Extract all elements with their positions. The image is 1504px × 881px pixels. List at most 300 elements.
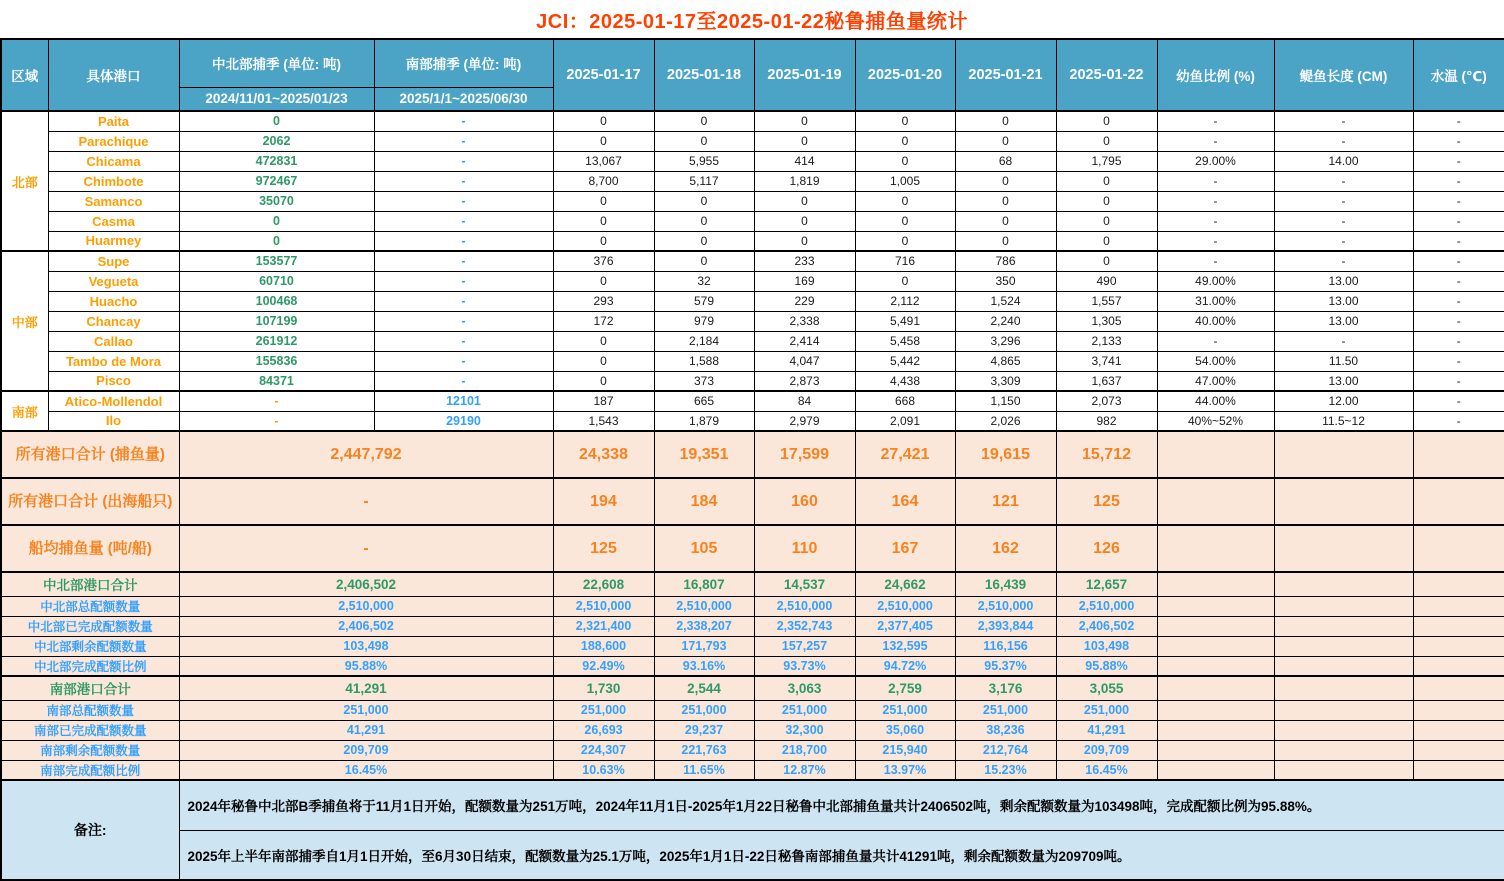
empty-cell	[1157, 431, 1274, 478]
daily-catch: 2,026	[955, 411, 1056, 431]
col-header-region: 区域	[1, 39, 48, 111]
daily-catch: 293	[553, 291, 654, 311]
total-daily-value: 194	[553, 478, 654, 525]
daily-catch: 1,637	[1056, 371, 1157, 391]
quota-row-label: 中北部总配额数量	[1, 596, 179, 616]
quota-daily-value: 116,156	[955, 636, 1056, 656]
total-row-label: 所有港口合计 (出海船只)	[1, 478, 179, 525]
quota-row-value: 103,498	[179, 636, 553, 656]
quota-row-value: 209,709	[179, 740, 553, 760]
quota-daily-value: 95.37%	[955, 656, 1056, 676]
total-daily-value: 17,599	[754, 431, 855, 478]
empty-cell	[1274, 656, 1413, 676]
daily-catch: 4,047	[754, 351, 855, 371]
total-daily-value: 121	[955, 478, 1056, 525]
anchovy-length: -	[1274, 231, 1413, 251]
south-season-total: -	[374, 271, 553, 291]
quota-row-value: 2,510,000	[179, 596, 553, 616]
daily-catch: 1,005	[855, 171, 955, 191]
daily-catch: 0	[654, 251, 754, 271]
anchovy-length: -	[1274, 111, 1413, 131]
daily-catch: 0	[553, 231, 654, 251]
water-temp: -	[1413, 271, 1504, 291]
daily-catch: 0	[553, 271, 654, 291]
daily-catch: 4,438	[855, 371, 955, 391]
port-name: Samanco	[48, 191, 179, 211]
south-season-total: -	[374, 171, 553, 191]
total-daily-value: 105	[654, 525, 754, 572]
north-season-total: 0	[179, 231, 374, 251]
water-temp: -	[1413, 411, 1504, 431]
south-season-total: -	[374, 231, 553, 251]
quota-daily-value: 10.63%	[553, 760, 654, 780]
daily-catch: 1,543	[553, 411, 654, 431]
total-season-value: -	[179, 525, 553, 572]
quota-daily-value: 212,764	[955, 740, 1056, 760]
north-season-total: 972467	[179, 171, 374, 191]
quota-row-value: 2,406,502	[179, 616, 553, 636]
daily-catch: 3,741	[1056, 351, 1157, 371]
daily-catch: 172	[553, 311, 654, 331]
daily-catch: 0	[1056, 231, 1157, 251]
juvenile-ratio: -	[1157, 211, 1274, 231]
daily-catch: 373	[654, 371, 754, 391]
empty-cell	[1157, 676, 1274, 700]
quota-daily-value: 2,510,000	[754, 596, 855, 616]
empty-cell	[1413, 616, 1504, 636]
quota-daily-value: 2,352,743	[754, 616, 855, 636]
empty-cell	[1274, 720, 1413, 740]
total-daily-value: 160	[754, 478, 855, 525]
juvenile-ratio: -	[1157, 331, 1274, 351]
total-daily-value: 27,421	[855, 431, 955, 478]
juvenile-ratio: 29.00%	[1157, 151, 1274, 171]
quota-section-daily-total: 3,176	[955, 676, 1056, 700]
south-season-total: -	[374, 371, 553, 391]
south-season-total: -	[374, 111, 553, 131]
port-name: Vegueta	[48, 271, 179, 291]
quota-daily-value: 13.97%	[855, 760, 955, 780]
note-line: 2025年上半年南部捕季自1月1日开始，至6月30日结束，配额数量为25.1万吨，2025年1月1日-22日秘鲁南部捕鱼量共计41291吨，剩余配额数量为209709吨。	[179, 830, 1504, 880]
quota-section-daily-total: 1,730	[553, 676, 654, 700]
quota-daily-value: 251,000	[754, 700, 855, 720]
quota-section-daily-total: 12,657	[1056, 572, 1157, 596]
daily-catch: 982	[1056, 411, 1157, 431]
south-season-total: -	[374, 151, 553, 171]
quota-row-label: 南部总配额数量	[1, 700, 179, 720]
daily-catch: 414	[754, 151, 855, 171]
juvenile-ratio: -	[1157, 231, 1274, 251]
daily-catch: 1,879	[654, 411, 754, 431]
note-line: 2024年秘鲁中北部B季捕鱼将于11月1日开始，配额数量为251万吨，2024年11月1日-2025年1月22日秘鲁中北部捕鱼量共计2406502吨，剩余配额数量为103498吨，完成配额比例为95.88%。	[179, 780, 1504, 830]
north-season-total: 2062	[179, 131, 374, 151]
daily-catch: 0	[654, 131, 754, 151]
quota-section-daily-total: 2,759	[855, 676, 955, 700]
port-name: Supe	[48, 251, 179, 271]
daily-catch: 0	[553, 191, 654, 211]
south-season-total: -	[374, 251, 553, 271]
daily-catch: 84	[754, 391, 855, 411]
quota-daily-value: 251,000	[553, 700, 654, 720]
quota-daily-value: 38,236	[955, 720, 1056, 740]
north-season-total: 153577	[179, 251, 374, 271]
quota-daily-value: 2,510,000	[955, 596, 1056, 616]
col-header-date-1: 2025-01-17	[553, 39, 654, 111]
total-daily-value: 125	[553, 525, 654, 572]
quota-section-daily-total: 3,055	[1056, 676, 1157, 700]
quota-row-value: 16.45%	[179, 760, 553, 780]
port-name: Ilo	[48, 411, 179, 431]
juvenile-ratio: -	[1157, 171, 1274, 191]
daily-catch: 2,073	[1056, 391, 1157, 411]
quota-daily-value: 41,291	[1056, 720, 1157, 740]
empty-cell	[1413, 478, 1504, 525]
empty-cell	[1413, 572, 1504, 596]
daily-catch: 2,414	[754, 331, 855, 351]
col-header-date-5: 2025-01-21	[955, 39, 1056, 111]
juvenile-ratio: 31.00%	[1157, 291, 1274, 311]
daily-catch: 0	[754, 191, 855, 211]
notes-label: 备注:	[1, 780, 179, 880]
daily-catch: 0	[553, 371, 654, 391]
quota-daily-value: 103,498	[1056, 636, 1157, 656]
daily-catch: 0	[553, 351, 654, 371]
daily-catch: 668	[855, 391, 955, 411]
col-header-date-6: 2025-01-22	[1056, 39, 1157, 111]
juvenile-ratio: 54.00%	[1157, 351, 1274, 371]
daily-catch: 1,557	[1056, 291, 1157, 311]
anchovy-length: 14.00	[1274, 151, 1413, 171]
quota-row-label: 南部剩余配额数量	[1, 740, 179, 760]
quota-section-daily-total: 22,608	[553, 572, 654, 596]
daily-catch: 0	[855, 231, 955, 251]
juvenile-ratio: 49.00%	[1157, 271, 1274, 291]
daily-catch: 979	[654, 311, 754, 331]
south-season-total: -	[374, 291, 553, 311]
quota-daily-value: 29,237	[654, 720, 754, 740]
daily-catch: 0	[855, 111, 955, 131]
daily-catch: 5,458	[855, 331, 955, 351]
region-label: 北部	[1, 111, 48, 251]
quota-daily-value: 224,307	[553, 740, 654, 760]
anchovy-length: -	[1274, 131, 1413, 151]
daily-catch: 350	[955, 271, 1056, 291]
daily-catch: 187	[553, 391, 654, 411]
north-season-total: 60710	[179, 271, 374, 291]
daily-catch: 0	[1056, 111, 1157, 131]
daily-catch: 579	[654, 291, 754, 311]
quota-row-value: 95.88%	[179, 656, 553, 676]
north-season-total: 0	[179, 111, 374, 131]
port-name: Callao	[48, 331, 179, 351]
empty-cell	[1413, 656, 1504, 676]
region-label: 南部	[1, 391, 48, 431]
total-daily-value: 24,338	[553, 431, 654, 478]
empty-cell	[1274, 636, 1413, 656]
daily-catch: 2,240	[955, 311, 1056, 331]
daily-catch: 0	[955, 191, 1056, 211]
daily-catch: 5,955	[654, 151, 754, 171]
daily-catch: 0	[855, 271, 955, 291]
anchovy-length: 13.00	[1274, 271, 1413, 291]
south-season-total: -	[374, 331, 553, 351]
daily-catch: 229	[754, 291, 855, 311]
empty-cell	[1157, 616, 1274, 636]
empty-cell	[1274, 478, 1413, 525]
quota-row-label: 中北部剩余配额数量	[1, 636, 179, 656]
north-season-total: 107199	[179, 311, 374, 331]
col-header-water-temp: 水温 (℃)	[1413, 39, 1504, 111]
daily-catch: 0	[1056, 171, 1157, 191]
anchovy-length: -	[1274, 171, 1413, 191]
daily-catch: 0	[855, 131, 955, 151]
empty-cell	[1157, 760, 1274, 780]
daily-catch: 0	[855, 191, 955, 211]
quota-row-label: 中北部已完成配额数量	[1, 616, 179, 636]
anchovy-length: 12.00	[1274, 391, 1413, 411]
quota-daily-value: 35,060	[855, 720, 955, 740]
daily-catch: 1,150	[955, 391, 1056, 411]
empty-cell	[1157, 572, 1274, 596]
water-temp: -	[1413, 231, 1504, 251]
daily-catch: 0	[754, 211, 855, 231]
quota-daily-value: 2,321,400	[553, 616, 654, 636]
quota-section-total-label: 南部港口合计	[1, 676, 179, 700]
north-season-total: 155836	[179, 351, 374, 371]
report-title-bar	[0, 0, 1504, 38]
daily-catch: 8,700	[553, 171, 654, 191]
daily-catch: 2,979	[754, 411, 855, 431]
empty-cell	[1274, 431, 1413, 478]
daily-catch: 68	[955, 151, 1056, 171]
empty-cell	[1157, 656, 1274, 676]
quota-daily-value: 93.73%	[754, 656, 855, 676]
quota-daily-value: 92.49%	[553, 656, 654, 676]
north-season-total: 0	[179, 211, 374, 231]
empty-cell	[1413, 676, 1504, 700]
empty-cell	[1157, 478, 1274, 525]
quota-daily-value: 218,700	[754, 740, 855, 760]
daily-catch: 3,296	[955, 331, 1056, 351]
water-temp: -	[1413, 211, 1504, 231]
region-label: 中部	[1, 251, 48, 391]
empty-cell	[1413, 740, 1504, 760]
water-temp: -	[1413, 171, 1504, 191]
daily-catch: 5,117	[654, 171, 754, 191]
water-temp: -	[1413, 131, 1504, 151]
quota-daily-value: 251,000	[654, 700, 754, 720]
daily-catch: 233	[754, 251, 855, 271]
col-header-south-season: 南部捕季 (单位: 吨)	[374, 39, 553, 87]
quota-daily-value: 251,000	[855, 700, 955, 720]
port-name: Chicama	[48, 151, 179, 171]
total-row-label: 船均捕鱼量 (吨/船)	[1, 525, 179, 572]
empty-cell	[1274, 700, 1413, 720]
daily-catch: 169	[754, 271, 855, 291]
total-daily-value: 110	[754, 525, 855, 572]
quota-daily-value: 11.65%	[654, 760, 754, 780]
daily-catch: 0	[955, 231, 1056, 251]
north-season-total: -	[179, 411, 374, 431]
south-season-total: -	[374, 191, 553, 211]
quota-daily-value: 15.23%	[955, 760, 1056, 780]
empty-cell	[1413, 720, 1504, 740]
daily-catch: 3,309	[955, 371, 1056, 391]
daily-catch: 0	[955, 111, 1056, 131]
juvenile-ratio: -	[1157, 131, 1274, 151]
daily-catch: 0	[1056, 211, 1157, 231]
water-temp: -	[1413, 311, 1504, 331]
quota-daily-value: 16.45%	[1056, 760, 1157, 780]
port-name: Huarmey	[48, 231, 179, 251]
daily-catch: 716	[855, 251, 955, 271]
quota-daily-value: 2,338,207	[654, 616, 754, 636]
port-name: Huacho	[48, 291, 179, 311]
empty-cell	[1274, 676, 1413, 700]
north-season-total: 84371	[179, 371, 374, 391]
south-season-total: -	[374, 311, 553, 331]
total-daily-value: 15,712	[1056, 431, 1157, 478]
anchovy-length: -	[1274, 331, 1413, 351]
anchovy-length: 13.00	[1274, 371, 1413, 391]
south-season-date-range: 2025/1/1~2025/06/30	[374, 87, 553, 111]
port-name: Pisco	[48, 371, 179, 391]
daily-catch: 0	[855, 211, 955, 231]
daily-catch: 376	[553, 251, 654, 271]
daily-catch: 0	[654, 231, 754, 251]
water-temp: -	[1413, 291, 1504, 311]
daily-catch: 665	[654, 391, 754, 411]
col-header-date-3: 2025-01-19	[754, 39, 855, 111]
quota-section-daily-total: 16,807	[654, 572, 754, 596]
port-name: Parachique	[48, 131, 179, 151]
col-header-date-2: 2025-01-18	[654, 39, 754, 111]
north-season-total: 472831	[179, 151, 374, 171]
water-temp: -	[1413, 351, 1504, 371]
south-season-total: 29190	[374, 411, 553, 431]
quota-daily-value: 209,709	[1056, 740, 1157, 760]
quota-section-daily-total: 24,662	[855, 572, 955, 596]
daily-catch: 0	[754, 231, 855, 251]
empty-cell	[1157, 596, 1274, 616]
quota-section-total-label: 中北部港口合计	[1, 572, 179, 596]
quota-daily-value: 132,595	[855, 636, 955, 656]
south-season-total: 12101	[374, 391, 553, 411]
empty-cell	[1157, 525, 1274, 572]
juvenile-ratio: 40%~52%	[1157, 411, 1274, 431]
quota-daily-value: 215,940	[855, 740, 955, 760]
quota-row-value: 41,291	[179, 720, 553, 740]
daily-catch: 0	[754, 131, 855, 151]
quota-daily-value: 251,000	[1056, 700, 1157, 720]
daily-catch: 0	[553, 211, 654, 231]
quota-row-label: 南部完成配额比例	[1, 760, 179, 780]
anchovy-length: 13.00	[1274, 291, 1413, 311]
daily-catch: 1,524	[955, 291, 1056, 311]
col-header-anchovy-length: 鳀鱼长度 (CM)	[1274, 39, 1413, 111]
juvenile-ratio: 40.00%	[1157, 311, 1274, 331]
quota-daily-value: 157,257	[754, 636, 855, 656]
daily-catch: 0	[1056, 131, 1157, 151]
empty-cell	[1274, 760, 1413, 780]
col-header-juvenile-ratio: 幼鱼比例 (%)	[1157, 39, 1274, 111]
daily-catch: 0	[654, 111, 754, 131]
port-name: Chancay	[48, 311, 179, 331]
empty-cell	[1413, 760, 1504, 780]
north-season-total: 35070	[179, 191, 374, 211]
daily-catch: 2,112	[855, 291, 955, 311]
anchovy-length: 11.50	[1274, 351, 1413, 371]
water-temp: -	[1413, 331, 1504, 351]
daily-catch: 0	[955, 211, 1056, 231]
water-temp: -	[1413, 111, 1504, 131]
south-season-total: -	[374, 131, 553, 151]
empty-cell	[1413, 636, 1504, 656]
col-header-port: 具体港口	[48, 39, 179, 111]
anchovy-length: -	[1274, 251, 1413, 271]
quota-daily-value: 221,763	[654, 740, 754, 760]
daily-catch: 0	[955, 131, 1056, 151]
total-daily-value: 167	[855, 525, 955, 572]
empty-cell	[1157, 740, 1274, 760]
daily-catch: 1,305	[1056, 311, 1157, 331]
juvenile-ratio: -	[1157, 251, 1274, 271]
quota-row-label: 中北部完成配额比例	[1, 656, 179, 676]
port-name: Atico-Mollendol	[48, 391, 179, 411]
daily-catch: 0	[1056, 191, 1157, 211]
empty-cell	[1274, 740, 1413, 760]
col-header-north-season: 中北部捕季 (单位: 吨)	[179, 39, 374, 87]
daily-catch: 2,091	[855, 411, 955, 431]
quota-daily-value: 2,377,405	[855, 616, 955, 636]
water-temp: -	[1413, 191, 1504, 211]
north-season-total: -	[179, 391, 374, 411]
daily-catch: 0	[654, 211, 754, 231]
daily-catch: 1,819	[754, 171, 855, 191]
quota-section-total-value: 41,291	[179, 676, 553, 700]
daily-catch: 2,184	[654, 331, 754, 351]
quota-daily-value: 2,510,000	[1056, 596, 1157, 616]
empty-cell	[1413, 596, 1504, 616]
water-temp: -	[1413, 391, 1504, 411]
anchovy-length: 11.5~12	[1274, 411, 1413, 431]
daily-catch: 0	[855, 151, 955, 171]
daily-catch: 2,873	[754, 371, 855, 391]
empty-cell	[1157, 700, 1274, 720]
daily-catch: 0	[553, 131, 654, 151]
quota-daily-value: 26,693	[553, 720, 654, 740]
daily-catch: 0	[1056, 251, 1157, 271]
total-season-value: -	[179, 478, 553, 525]
empty-cell	[1413, 700, 1504, 720]
south-season-total: -	[374, 211, 553, 231]
empty-cell	[1413, 431, 1504, 478]
empty-cell	[1274, 525, 1413, 572]
report-title: JCI：2025-01-17至2025-01-22秘鲁捕鱼量统计	[536, 10, 968, 33]
daily-catch: 1,588	[654, 351, 754, 371]
anchovy-length: -	[1274, 211, 1413, 231]
quota-daily-value: 95.88%	[1056, 656, 1157, 676]
quota-row-label: 南部已完成配额数量	[1, 720, 179, 740]
port-name: Paita	[48, 111, 179, 131]
daily-catch: 490	[1056, 271, 1157, 291]
quota-section-daily-total: 3,063	[754, 676, 855, 700]
total-daily-value: 125	[1056, 478, 1157, 525]
quota-daily-value: 188,600	[553, 636, 654, 656]
port-name: Casma	[48, 211, 179, 231]
port-name: Chimbote	[48, 171, 179, 191]
juvenile-ratio: -	[1157, 191, 1274, 211]
